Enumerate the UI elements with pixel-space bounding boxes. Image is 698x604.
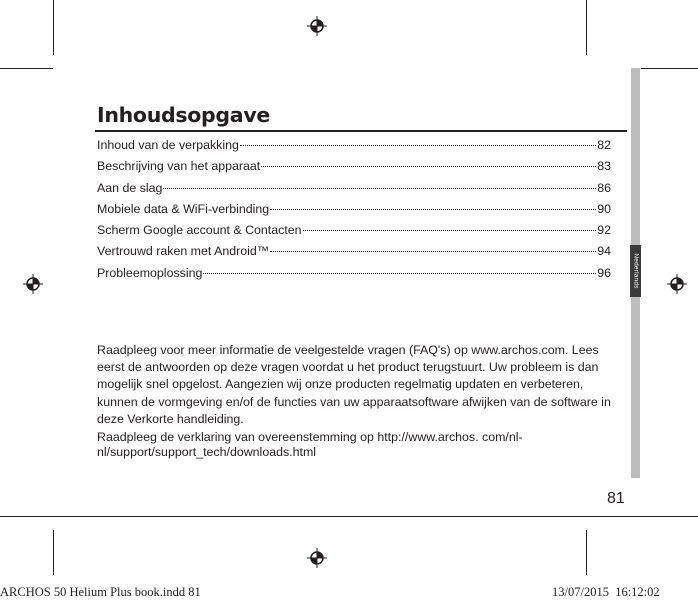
toc-leader-dots [270,251,596,252]
toc-entry[interactable] [97,202,611,223]
crop-mark [53,530,54,575]
slug-file-name: ARCHOS 50 Helium Plus book.indd 81 [0,585,201,599]
toc-entry-label: Scherm Google account & Contacten [97,223,302,238]
toc-leader-dots [203,273,596,274]
registration-mark-icon [307,548,327,568]
toc-entry-page: 83 [597,159,611,174]
toc-entry-label: Probleemoplossing [97,265,203,280]
toc-entry-page: 86 [597,180,611,195]
crop-mark [53,0,54,55]
toc-entry[interactable] [97,181,611,202]
table-of-contents [97,138,611,287]
crop-mark [586,0,587,55]
declaration-paragraph: Raadpleeg de verklaring van overeenstemming op http://www.archos. com/nl-nl/support/support_tech/downloads.html [97,430,523,459]
registration-mark-icon [667,274,687,294]
slug-time: 16:12:02 [615,585,660,599]
toc-entry-label: Beschrijving van het apparaat [97,159,261,174]
toc-entry-label: Inhoud van de verpakking [97,138,239,152]
toc-entry-page: 82 [597,138,611,152]
toc-leader-dots [261,166,596,167]
toc-entry[interactable] [97,159,611,180]
toc-entry-page: 94 [597,244,611,259]
toc-leader-dots [303,230,597,231]
toc-leader-dots [163,188,596,189]
crop-mark [586,530,587,575]
toc-entry-page: 96 [597,265,611,280]
toc-entry-label: Mobiele data & WiFi-verbinding [97,201,270,216]
footer-rule [0,516,698,517]
crop-mark [641,68,698,69]
title-underline [95,130,627,132]
slug-timestamp [552,585,660,600]
toc-entry[interactable] [97,138,611,159]
toc-entry[interactable] [97,223,611,244]
page-title: Inhoudsopgave [97,103,271,127]
crop-mark [0,68,53,69]
toc-entry-label: Aan de slag [97,180,163,195]
language-tab-label: Nederlands [632,253,639,289]
toc-entry-label: Vertrouwd raken met Android™ [97,244,270,259]
toc-entry[interactable] [97,266,611,287]
toc-leader-dots [240,145,596,146]
faq-paragraph: Raadpleeg voor meer informatie de veelgestelde vragen (FAQ's) op www.archos.com. Lees eerst de antwoorden op deze vragen voordat u het product terugstuurt. Uw probleem is dan mogelijk snel opgelost. Aangezien wij onze producten regelmatig updaten en verbeteren, kunnen de vormgeving en/of de functies van uw apparaatsoftware afwijken van de software in deze Verkorte handleiding. [97,343,611,426]
registration-mark-icon [23,274,43,294]
toc-entry-page: 92 [597,223,611,238]
toc-entry[interactable] [97,244,611,265]
language-tab [630,245,641,297]
registration-mark-icon [307,16,327,36]
toc-entry-page: 90 [597,201,611,216]
slug-date: 13/07/2015 [552,585,609,599]
page-number: 81 [607,490,625,507]
toc-leader-dots [270,209,596,210]
